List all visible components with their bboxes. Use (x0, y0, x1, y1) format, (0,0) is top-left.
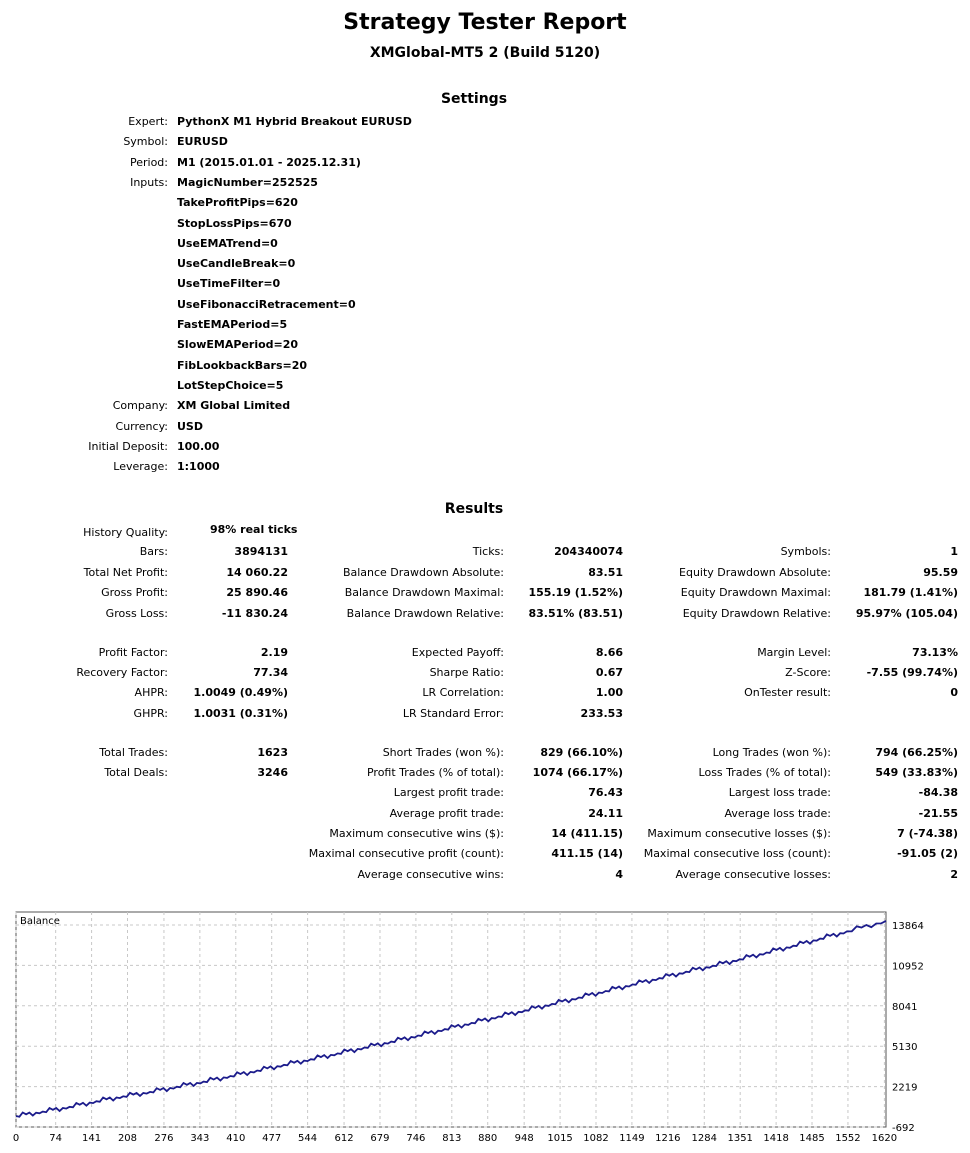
result-label: Long Trades (won %): (712, 746, 831, 759)
result-label: Balance Drawdown Maximal: (344, 586, 504, 599)
x-tick-label: 544 (298, 1133, 318, 1144)
settings-label: Period: (129, 155, 168, 169)
result-label: Loss Trades (% of total): (698, 766, 831, 779)
x-tick-label: 343 (190, 1133, 210, 1144)
settings-heading: Settings (440, 91, 508, 107)
settings-label: Inputs: (130, 175, 168, 189)
x-tick-label: 74 (49, 1133, 63, 1144)
balance-chart (0, 905, 970, 1153)
x-tick-label: 1082 (583, 1133, 609, 1144)
settings-value: FastEMAPeriod=5 (177, 318, 288, 331)
x-tick-label: 948 (514, 1133, 534, 1144)
result-value: 0 (950, 686, 958, 699)
result-label: Expected Payoff: (411, 646, 504, 659)
result-value: -84.38 (918, 786, 958, 799)
settings-label: Expert: (128, 115, 168, 128)
result-label: GHPR: (133, 707, 168, 720)
result-value: 77.34 (253, 666, 288, 679)
settings-value: LotStepChoice=5 (177, 378, 284, 392)
result-label: Maximal consecutive profit (count): (308, 847, 504, 860)
x-axis-ticks (13, 1133, 897, 1144)
x-tick-label: 1620 (871, 1133, 898, 1144)
x-tick-label: 612 (334, 1133, 354, 1144)
result-label: Gross Loss: (105, 607, 168, 620)
result-value: -91.05 (2) (897, 847, 958, 860)
result-value: 181.79 (1.41%) (863, 586, 958, 599)
result-label: Average consecutive wins: (357, 868, 504, 881)
report-subtitle: XMGlobal-MT5 2 (Build 5120) (369, 45, 601, 61)
result-value: 204340074 (554, 545, 623, 558)
result-value: 1 (950, 545, 958, 558)
result-value: 73.13% (912, 646, 958, 659)
settings-value: SlowEMAPeriod=20 (177, 338, 299, 352)
x-tick-label: 1284 (691, 1133, 718, 1144)
result-label: Profit Factor: (98, 646, 168, 659)
settings-value: TakeProfitPips=620 (177, 196, 298, 210)
x-tick-label: 141 (82, 1133, 102, 1144)
history-quality-value: 98% real ticks (210, 523, 298, 536)
result-value: 7 (-74.38) (897, 827, 958, 840)
result-value: 1.0031 (0.31%) (193, 707, 288, 720)
x-tick-label: 276 (154, 1133, 174, 1144)
settings-value: UseEMATrend=0 (177, 236, 278, 250)
report-title: Strategy Tester Report (343, 10, 627, 35)
x-tick-label: 208 (117, 1133, 138, 1144)
result-label: Margin Level: (757, 646, 831, 659)
result-value: 1.0049 (0.49%) (193, 686, 288, 699)
result-label: Gross Profit: (101, 586, 168, 599)
result-value: 3894131 (234, 545, 288, 558)
result-label: Equity Drawdown Maximal: (680, 586, 831, 599)
y-tick-label: 5130 (892, 1042, 918, 1054)
result-value: 233.53 (580, 707, 623, 720)
result-value: 83.51 (588, 566, 623, 579)
settings-label: Symbol: (123, 135, 168, 149)
result-label: Z-Score: (785, 666, 831, 679)
result-value: 25 890.46 (226, 586, 288, 599)
settings-value: 1:1000 (177, 460, 220, 474)
result-label: Symbols: (780, 545, 831, 558)
result-label: Equity Drawdown Absolute: (679, 566, 831, 579)
result-value: 14 (411.15) (551, 827, 623, 840)
result-value: 24.11 (588, 807, 623, 820)
y-tick-label: 8041 (892, 1001, 918, 1013)
settings-label: Company: (112, 399, 168, 413)
result-value: 95.59 (923, 566, 958, 579)
result-label: Recovery Factor: (76, 666, 168, 679)
settings-value: UseCandleBreak=0 (177, 257, 296, 271)
chart-title: Balance (20, 916, 60, 927)
result-value: 794 (66.25%) (875, 746, 958, 759)
x-tick-label: 477 (262, 1133, 282, 1144)
settings-value: USD (177, 419, 203, 433)
y-tick-label: 10952 (892, 961, 924, 973)
settings-label: Leverage: (113, 460, 168, 474)
settings-value: UseFibonacciRetracement=0 (177, 297, 356, 311)
result-value: 1623 (257, 746, 288, 759)
result-value: 14 060.22 (226, 566, 288, 579)
result-label: Largest loss trade: (728, 786, 831, 799)
result-value: 8.66 (595, 646, 623, 659)
result-value: 549 (33.83%) (875, 766, 958, 779)
result-label: Ticks: (472, 545, 504, 558)
settings-value: MagicNumber=252525 (177, 175, 318, 189)
result-label: Average consecutive losses: (675, 868, 831, 881)
x-tick-label: 0 (12, 1133, 20, 1144)
settings-value: M1 (2015.01.01 - 2025.12.31) (177, 155, 361, 169)
result-value: 155.19 (1.52%) (528, 586, 623, 599)
x-tick-label: 1552 (835, 1133, 861, 1144)
result-label: Largest profit trade: (393, 786, 504, 799)
result-label: LR Correlation: (422, 686, 504, 699)
result-label: OnTester result: (744, 686, 831, 699)
result-value: 4 (615, 868, 623, 881)
result-label: Profit Trades (% of total): (366, 766, 504, 779)
x-tick-label: 880 (478, 1133, 498, 1144)
x-tick-label: 679 (370, 1133, 390, 1144)
settings-value: 100.00 (177, 439, 220, 453)
result-label: LR Standard Error: (402, 707, 504, 720)
result-label: Maximum consecutive losses ($): (647, 827, 831, 840)
result-value: 83.51% (83.51) (528, 607, 623, 620)
x-tick-label: 410 (226, 1133, 246, 1144)
result-label: Total Trades: (99, 746, 168, 759)
result-label: Balance Drawdown Absolute: (342, 566, 504, 579)
chart-plot-area (16, 912, 886, 1127)
settings-value: PythonX M1 Hybrid Breakout EURUSD (177, 115, 412, 128)
result-value: -7.55 (99.74%) (866, 666, 958, 679)
result-label: Equity Drawdown Relative: (682, 607, 831, 620)
result-value: -11 830.24 (221, 607, 288, 620)
settings-value: StopLossPips=670 (177, 216, 292, 230)
result-label: Maximal consecutive loss (count): (643, 847, 831, 860)
result-value: 2 (950, 868, 958, 881)
result-value: 95.97% (105.04) (855, 607, 958, 620)
result-label: Average loss trade: (724, 807, 831, 820)
result-value: 0.67 (595, 666, 623, 679)
result-label: AHPR: (134, 686, 168, 699)
x-tick-label: 1216 (655, 1133, 681, 1144)
x-tick-label: 813 (442, 1133, 462, 1144)
settings-value: XM Global Limited (177, 399, 291, 413)
settings-value: EURUSD (177, 135, 228, 149)
result-value: 1.00 (595, 686, 623, 699)
settings-value: UseTimeFilter=0 (177, 277, 281, 291)
result-label: Sharpe Ratio: (429, 666, 504, 679)
result-label: Total Net Profit: (83, 566, 168, 579)
settings-label: Currency: (115, 419, 168, 433)
results-heading: Results (444, 501, 504, 517)
y-tick-label: 2219 (892, 1082, 918, 1094)
x-tick-label: 1485 (799, 1133, 825, 1144)
settings-label: Initial Deposit: (88, 439, 168, 453)
result-label: Maximum consecutive wins ($): (329, 827, 504, 840)
result-value: -21.55 (918, 807, 958, 820)
result-value: 3246 (257, 766, 288, 779)
result-label: Total Deals: (104, 766, 168, 779)
x-tick-label: 1149 (619, 1133, 645, 1144)
y-tick-label: -692 (892, 1123, 915, 1134)
result-value: 1074 (66.17%) (532, 766, 623, 779)
result-value: 411.15 (14) (551, 847, 623, 860)
result-label: Short Trades (won %): (382, 746, 504, 759)
y-tick-label: 13864 (892, 920, 924, 932)
settings-value: FibLookbackBars=20 (177, 358, 308, 372)
x-tick-label: 746 (406, 1133, 426, 1144)
y-axis-ticks (892, 921, 924, 1134)
result-label: Bars: (139, 545, 168, 558)
result-label: Average profit trade: (389, 807, 504, 820)
x-tick-label: 1351 (727, 1133, 753, 1144)
result-label: Balance Drawdown Relative: (346, 607, 504, 620)
x-tick-label: 1015 (547, 1133, 573, 1144)
result-value: 76.43 (588, 786, 623, 799)
history-quality-label: History Quality: (83, 526, 168, 539)
result-value: 2.19 (260, 646, 288, 659)
result-value: 829 (66.10%) (540, 746, 623, 759)
x-tick-label: 1418 (763, 1133, 789, 1144)
